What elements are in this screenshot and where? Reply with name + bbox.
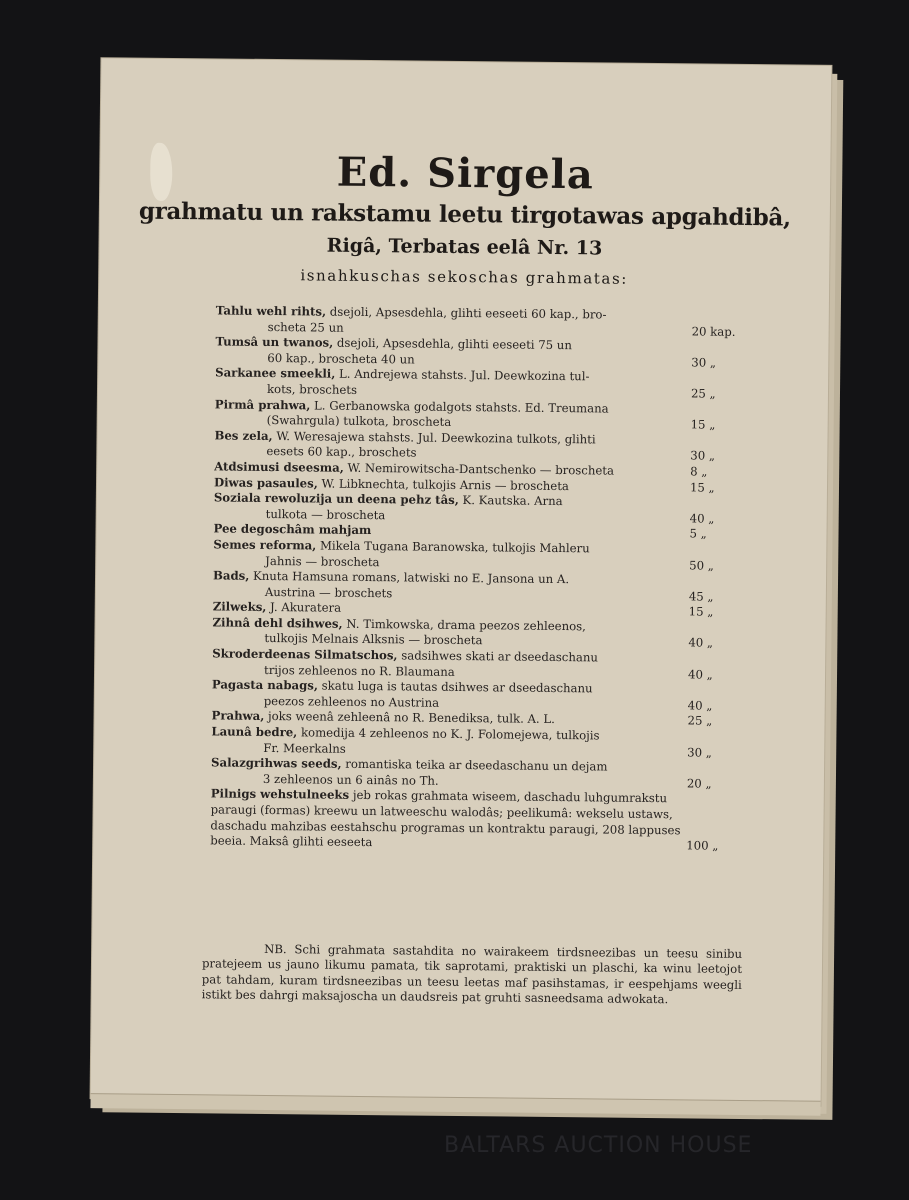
book-description-continued: 60 kap., broscheta 40 un <box>267 350 415 367</box>
book-title: Tumsâ un twanos, <box>215 334 334 350</box>
book-title: Soziala rewoluzija un deena pehz tâs, <box>213 490 459 508</box>
book-description: dsejoli, Apsesdehla, glihti eeseeti 60 kap., bro- <box>326 304 607 322</box>
book-description-continued: scheta 25 un <box>267 319 344 335</box>
book-description: L. Gerbanowska godalgots stahsts. Ed. Treumana <box>310 397 609 416</box>
book-price: 30 „ <box>690 448 716 463</box>
book-description-continued: Austrina — broschets <box>264 584 393 600</box>
book-description-continued: tulkojis Melnais Alksnis — broscheta <box>264 631 483 648</box>
book-price: 15 „ <box>689 479 715 495</box>
publisher-address: Rigâ, Terbatas eelâ Nr. 13 <box>326 234 603 260</box>
book-price: 30 „ <box>687 745 712 760</box>
book-description: Mikela Tugana Baranowska, tulkojis Mahleru <box>316 538 590 556</box>
book-description: dsejoli, Apsesdehla, glihti eeseeti 75 un <box>333 335 572 353</box>
book-price: 40 „ <box>687 667 713 682</box>
book-price: 15 „ <box>688 604 714 619</box>
book-price: 8 „ <box>690 464 708 479</box>
book-description-continued: 3 zehleenos un 6 ainâs no Th. <box>262 771 439 788</box>
book-price: 25 „ <box>690 386 716 401</box>
nb-note <box>202 941 743 1008</box>
catalog-page <box>91 58 832 1106</box>
book-price: 25 „ <box>687 713 713 729</box>
book-description-continued: tulkota — broscheta <box>265 506 386 522</box>
book-price: 45 „ <box>688 589 714 604</box>
book-description: komedija 4 zehleenos no K. J. Folomejewa, tulkojis <box>297 725 600 743</box>
book-description: K. Kautska. Arna <box>458 493 563 509</box>
book-title: Pagasta nabags, <box>211 677 319 693</box>
book-description-continued: peezos zehleenos no Austrina <box>263 693 440 710</box>
book-price: 20 kap. <box>691 323 736 339</box>
book-title: Pee degoschâm mahjam <box>213 521 372 538</box>
book-price: 30 „ <box>691 355 717 370</box>
page-header <box>99 148 830 294</box>
watermark: BALTARS AUCTION HOUSE <box>444 1133 753 1158</box>
book-title: Launâ bedre, <box>211 724 298 740</box>
publisher-name: Ed. Sirgela <box>336 148 595 199</box>
book-description-continued: Jahnis — broscheta <box>265 553 380 569</box>
book-description: W. Nemirowitscha-Dantschenko — broscheta <box>343 460 615 478</box>
book-description: L. Andrejewa stahsts. Jul. Deewkozina tul- <box>335 367 590 384</box>
book-description: J. Akuratera <box>266 600 342 616</box>
book-title: Tahlu wehl rihts, <box>215 303 327 319</box>
book-title: Sarkanee smeekli, <box>215 365 336 382</box>
book-title: Bes zela, <box>214 428 273 443</box>
book-description: sadsihwes skati ar dseedaschanu <box>397 648 599 665</box>
book-price: 50 „ <box>689 557 714 573</box>
book-price: 20 „ <box>686 776 712 791</box>
book-price: 40 „ <box>687 698 713 713</box>
book-price: 40 „ <box>688 635 714 651</box>
book-description-continued: Fr. Meerkalns <box>263 740 346 756</box>
book-description: W. Libknechta, tulkojis Arnis — broscheta <box>317 476 569 493</box>
book-title: Pilnigs wehstulneeks <box>210 786 350 803</box>
book-description: joks weenâ zehleenâ no R. Benediksa, tulk. A. L. <box>264 709 555 727</box>
book-price: 5 „ <box>689 526 707 541</box>
book-title: Atdsimusi dseesma, <box>214 459 344 475</box>
book-price: 15 „ <box>690 417 716 432</box>
book-title: Pirmâ prahwa, <box>214 396 311 412</box>
book-description: skatu luga is tautas dsihwes ar dseedaschanu <box>317 678 593 696</box>
nb-text: NB. Schi grahmata sastahdita no wairakeem tirdsneezibas un teesu sinibu pratejeem us jauno likumu pamata, tik saprotami, praktiski un plaschi, ka winu leetojot pat tahdam, kuram tirdsneezibas un teesu leetas maf pasihstamas, ir eespehjams weegli istikt bes dahrgi maksajoscha un daudsreis pat gruhti sasneedsama adwokata. <box>201 941 743 1007</box>
book-description: N. Timkowska, drama peezos zehleenos, <box>342 616 587 634</box>
book-description-continued: trijos zehleenos no R. Blaumana <box>263 662 455 679</box>
book-title: Zilweks, <box>212 599 267 615</box>
book-title: Skroderdeenas Silmatschos, <box>212 646 398 663</box>
book-description-continued: (Swahrgula) tulkota, broscheta <box>266 413 452 430</box>
book-price: 40 „ <box>689 511 715 526</box>
book-description: jeb rokas grahmata wiseem, daschadu luhgumrakstu paraugi (formas) kreewu un latweeschu walodâs; peelikumâ: wekselu ustaws, daschadu mahzibas eestahschu programas un kontraktu paraugi, 208 lappuses beeia. Maksâ glihti eeseeta <box>210 788 681 850</box>
book-title: Diwas pasaules, <box>213 474 318 491</box>
book-title: Prahwa, <box>211 708 265 724</box>
book-description: W. Weresajewa stahsts. Jul. Deewkozina tulkots, glihti <box>272 428 596 447</box>
book-entry <box>210 787 741 855</box>
book-description: Knuta Hamsuna romans, latwiski no E. Jansona un A. <box>249 568 570 587</box>
book-description-continued: kots, broschets <box>266 381 358 397</box>
book-description: romantiska teika ar dseedaschanu un dejam <box>341 756 608 774</box>
book-title: Salazgrihwas seeds, <box>211 755 342 771</box>
book-list <box>210 303 746 854</box>
book-title: Bads, <box>212 568 250 583</box>
publisher-subtitle: grahmatu un rakstamu leetu tirgotawas apgahdibâ, <box>138 197 791 232</box>
list-lead: isnahkuschas sekoschas grahmatas: <box>300 266 629 288</box>
book-title: Semes reforma, <box>213 537 317 553</box>
book-price: 100 „ <box>686 838 719 853</box>
book-description-continued: eesets 60 kap., broschets <box>266 444 417 460</box>
book-title: Zihnâ dehl dsihwes, <box>212 615 343 631</box>
